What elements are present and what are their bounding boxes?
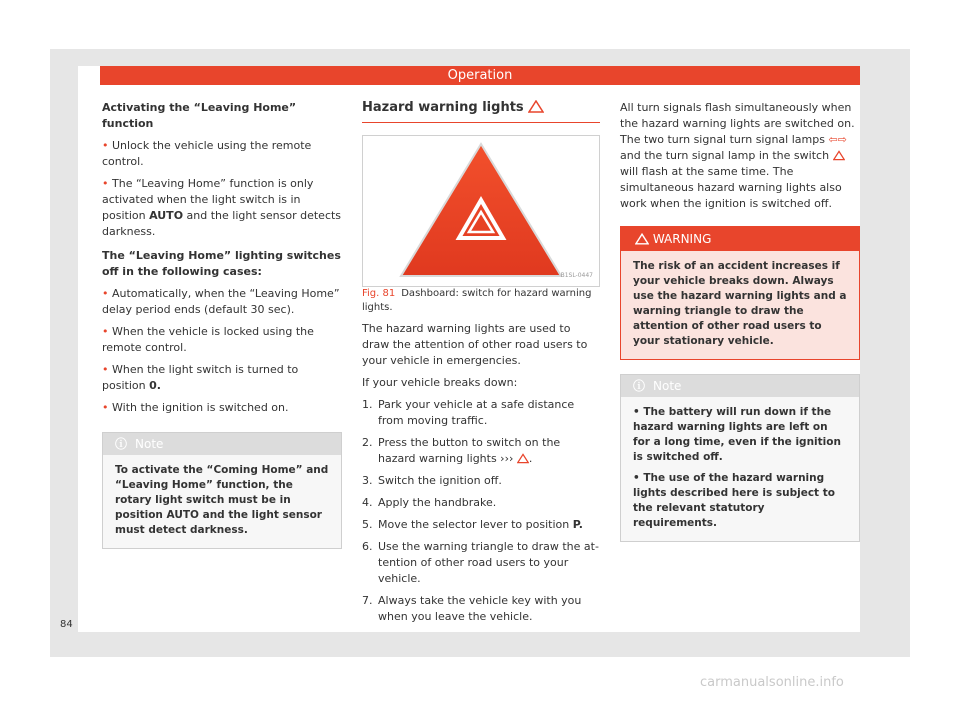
list-item: • When the vehicle is locked using the remote control.: [102, 325, 314, 354]
info-icon: ⓘ: [115, 437, 128, 451]
list-item: 1. Park your vehicle at a safe distance from moving traffic.: [362, 398, 575, 427]
breakdown-text: If your vehicle breaks down:: [362, 376, 518, 389]
auto-label: AUTO: [149, 209, 184, 222]
list-item: • Automatically, when the “Leaving Home” delay period ends (default 30 sec).: [102, 287, 340, 316]
hazard-button-image: [363, 136, 599, 286]
page-header: Operation: [100, 66, 860, 85]
note-header: ⓘ Note: [103, 433, 341, 455]
info-icon: ⓘ: [633, 379, 646, 393]
right-column: [620, 100, 860, 542]
page-number: 84: [60, 619, 73, 630]
bullet-icon: •: [102, 177, 112, 190]
auto-label: AUTO: [166, 509, 199, 521]
note-box: [102, 432, 342, 549]
turn-signal-text: All turn signals flash simultaneously when the hazard warning lights are switched on. The two turn signal turn signal lamps ⇦⇨ and the turn signal lamp in the switch will flash at the same time. The simultaneous hazard warning lights also work when the ignition is switched off.: [620, 101, 855, 210]
section-title: Hazard warning lights: [362, 100, 600, 123]
list-item: 7. Always take the vehicle key with you when you leave the vehicle.: [362, 594, 582, 623]
hazard-triangle-icon: [517, 453, 529, 464]
list-item: 4. Apply the handbrake.: [362, 496, 497, 509]
switch-off-heading: The “Leaving Home” lighting switches off in the following cases:: [102, 249, 341, 278]
figure-code: B1SL-0447: [560, 272, 593, 279]
list-item: • The battery will run down if the hazard warning lights are left on for a long time, even if the ignition is switched off.: [633, 406, 841, 463]
list-item: 6. Use the warning triangle to draw the attention of other road users to your vehicle.: [362, 540, 599, 585]
hazard-triangle-icon: [528, 100, 544, 113]
bullet-icon: •: [102, 139, 112, 152]
zero-label: 0.: [149, 379, 161, 392]
list-item: • The use of the hazard warning lights described here is subject to the relevant statutory requirements.: [633, 472, 835, 529]
bullet-icon: •: [102, 401, 112, 414]
note-header: ⓘ Note: [621, 375, 859, 397]
left-column: [102, 100, 342, 549]
list-item: • The “Leaving Home” function is only activated when the light switch is in position AUTO and the light sensor detects darkness.: [102, 177, 342, 238]
warning-box: [620, 226, 860, 360]
list-item: • With the ignition is switched on.: [102, 401, 289, 414]
hazard-triangle-icon: [833, 150, 845, 161]
watermark: carmanualsonline.info: [700, 675, 844, 690]
bullet-icon: •: [102, 287, 112, 300]
note-box: [620, 374, 860, 542]
warning-icon: [635, 233, 649, 245]
warning-header: WARNING: [621, 227, 859, 251]
figure-caption: Fig. 81 Dashboard: switch for hazard warning lights.: [362, 288, 592, 313]
leaving-home-heading: Activating the “Leaving Home” function: [102, 101, 297, 130]
list-item: 5. Move the selector lever to position P.: [362, 518, 583, 531]
list-item: 2. Press the button to switch on the hazard warning lights ››› .: [362, 436, 561, 465]
position-p-label: P.: [572, 518, 583, 531]
warning-text: The risk of an accident increases if your vehicle breaks down. Always use the hazard warning lights and a warning triangle to draw the attention of other road users to your stationary vehicle.: [621, 251, 859, 359]
hazard-switch-figure: [362, 135, 600, 287]
note-text: [621, 397, 859, 541]
bullet-icon: •: [102, 363, 112, 376]
note-text: To activate the “Coming Home” and “Leaving Home” function, the rotary light switch must be in position AUTO and the light sensor must detect darkness.: [115, 464, 329, 536]
middle-column: [362, 100, 600, 631]
intro-text: The hazard warning lights are used to draw the attention of other road users to your vehicle in emergencies.: [362, 322, 588, 367]
list-item: • Unlock the vehicle using the remote control.: [102, 139, 312, 168]
turn-signal-arrows-icon: ⇦⇨: [828, 133, 847, 146]
steps-list: [362, 397, 600, 625]
list-item: 3. Switch the ignition off.: [362, 474, 502, 487]
bullet-icon: •: [102, 325, 112, 338]
list-item: • When the light switch is turned to position 0.: [102, 363, 299, 392]
